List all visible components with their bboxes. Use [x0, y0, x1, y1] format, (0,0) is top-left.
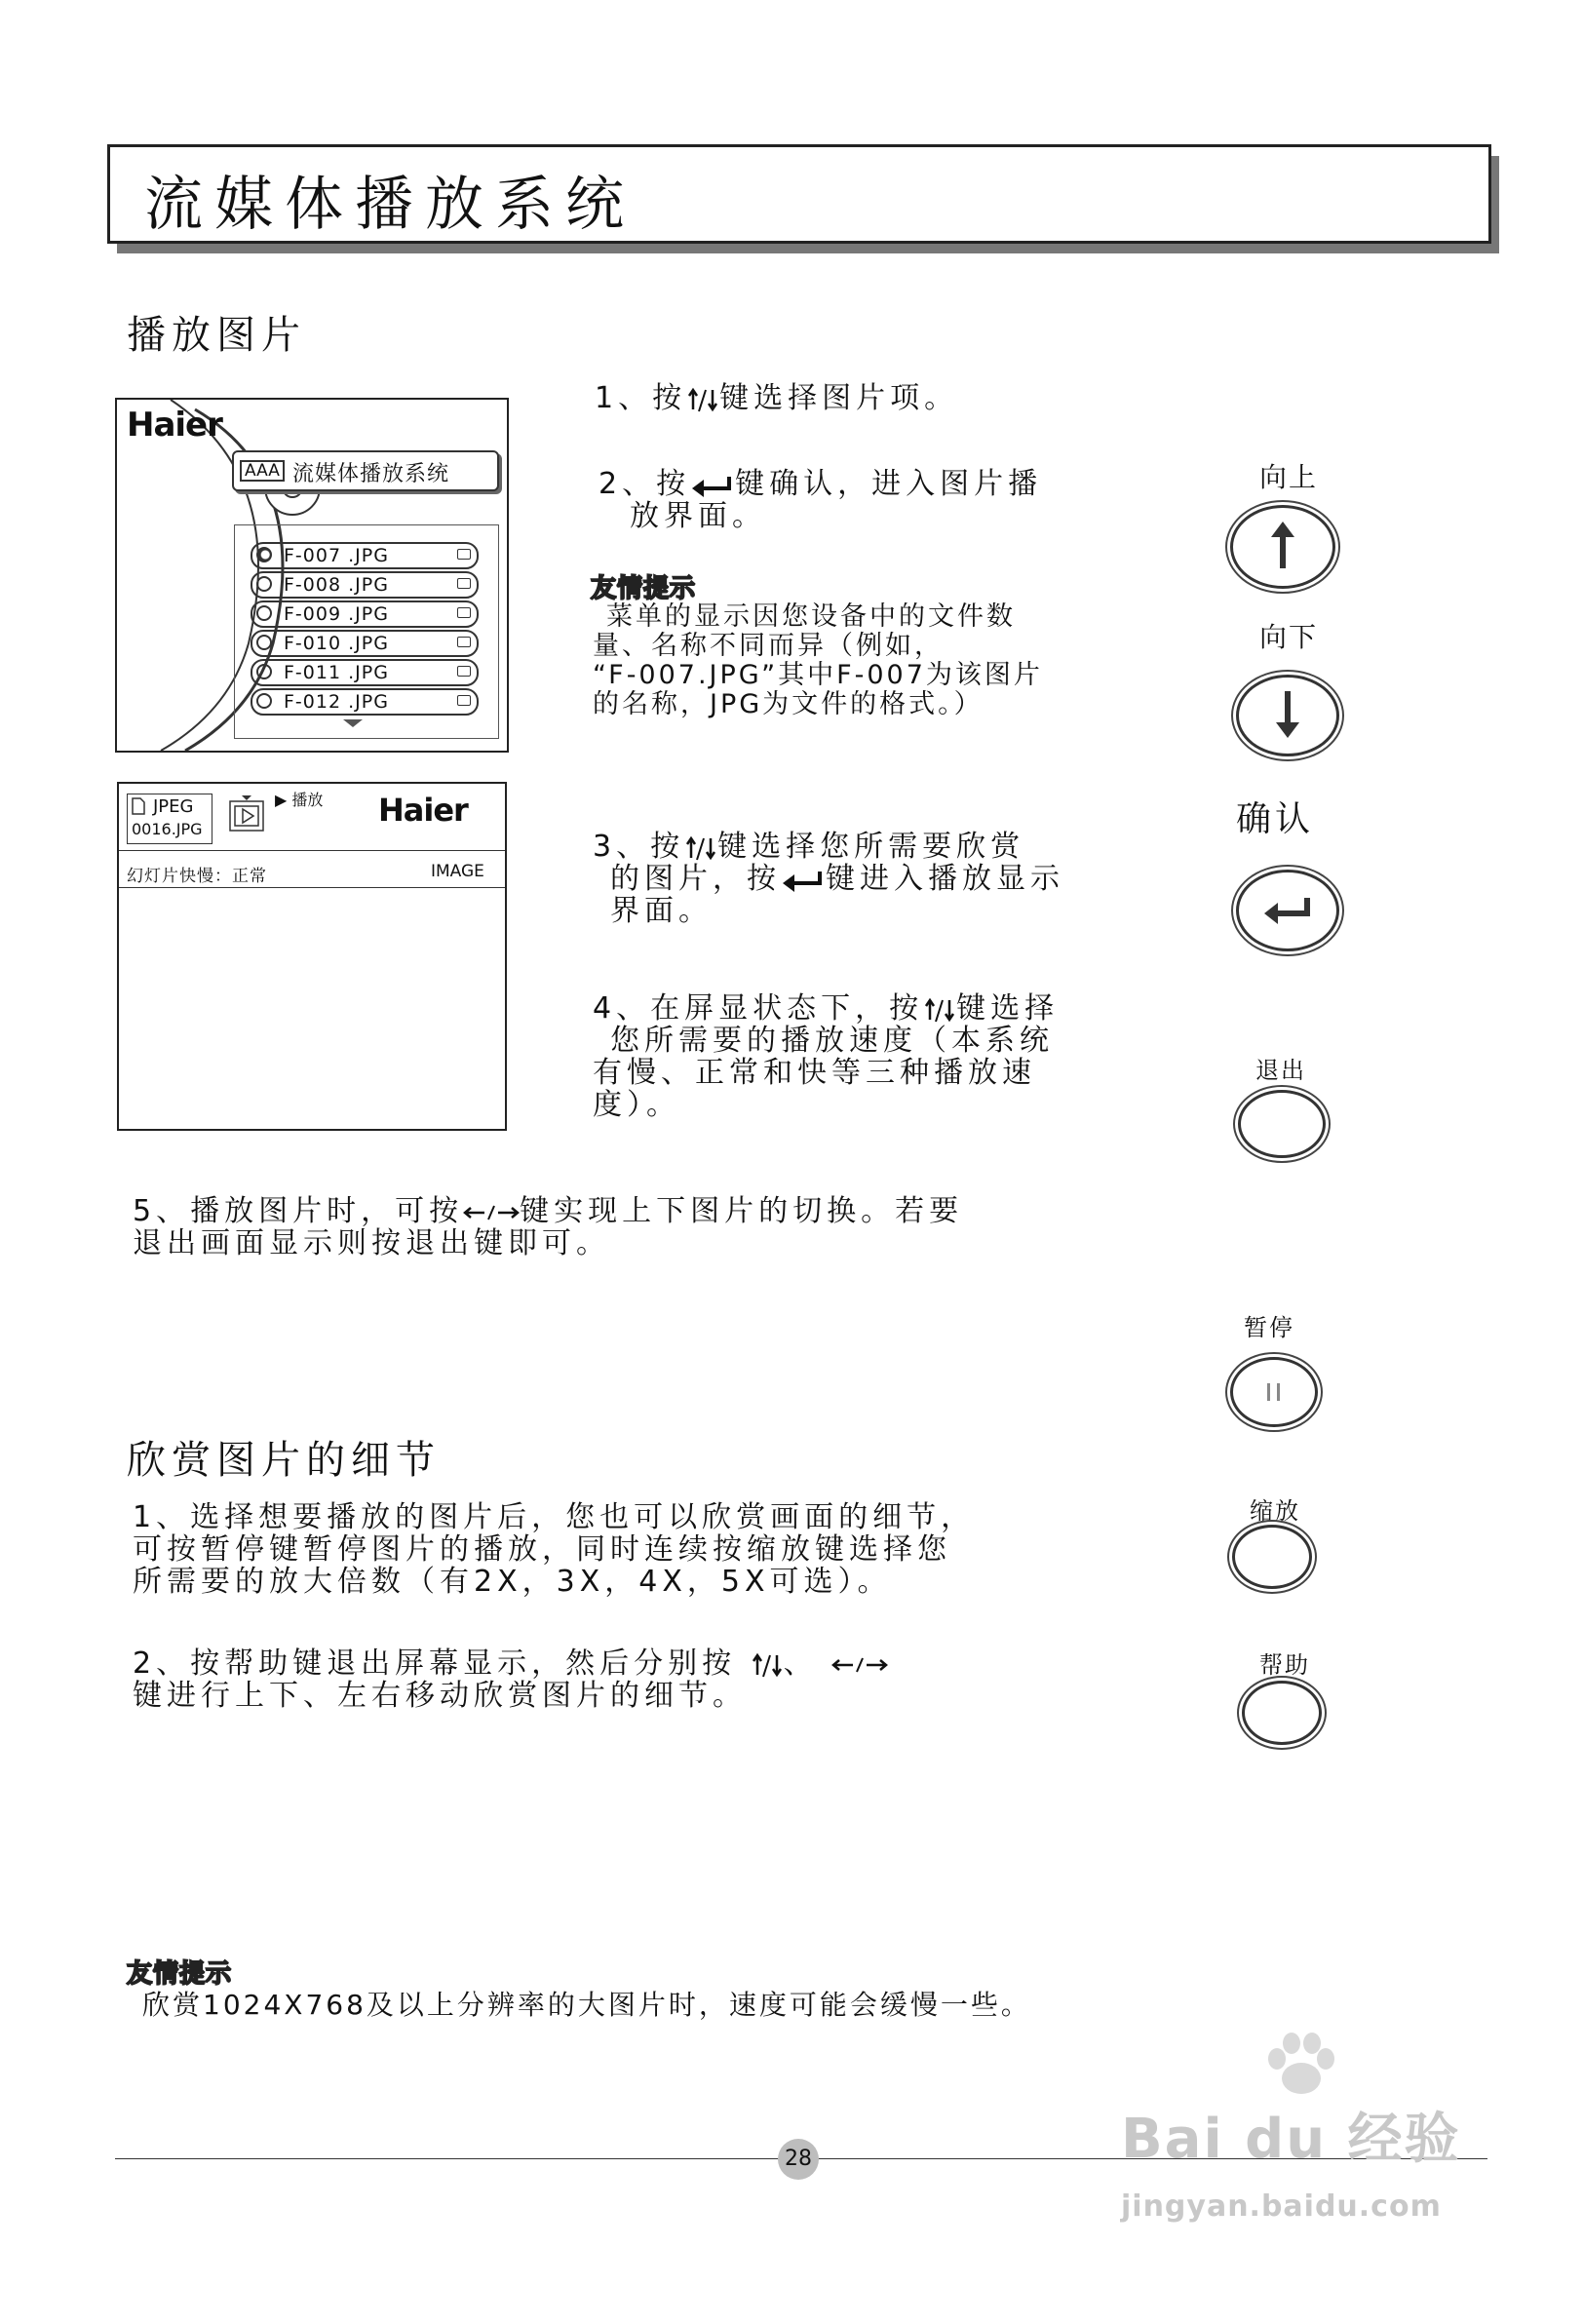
- radio-icon: [256, 693, 272, 709]
- page-number: 28: [778, 2139, 819, 2180]
- step-5: 5、播放图片时，可按 键实现上下图片的切换。若要 退出画面显示则按退出键即可。: [133, 1194, 964, 1260]
- pause-button-label: 暂停: [1244, 1314, 1294, 1341]
- file-item[interactable]: F-011 .JPG: [251, 659, 479, 686]
- left-right-arrow-icon: [831, 1654, 888, 1676]
- selected-radio-icon: [256, 547, 272, 562]
- camera-icon: [457, 666, 471, 677]
- slideshow-speed: 幻灯片快慢：正常: [127, 867, 267, 886]
- watermark-brand: Bai du 经验: [1121, 2108, 1461, 2171]
- system-header: [232, 450, 499, 491]
- down-button[interactable]: [1236, 675, 1339, 756]
- camera-icon: [457, 607, 471, 618]
- step-4: 4、在屏显状态下，按 键选择 您所需要的播放速度（本系统 有慢、正常和快等三种播放速 度）。: [593, 991, 1060, 1122]
- divider: [119, 850, 505, 851]
- zoom-button-label: 缩放: [1250, 1497, 1300, 1525]
- camera-icon: [457, 637, 471, 647]
- haier-logo: Haier: [127, 406, 222, 445]
- file-format: JPEG: [153, 796, 194, 817]
- pause-icon: [1262, 1379, 1286, 1407]
- play-label: ▶ 播放: [275, 791, 324, 809]
- file-item[interactable]: F-007 .JPG: [251, 542, 479, 569]
- radio-icon: [256, 664, 272, 679]
- left-right-arrow-icon: [463, 1202, 520, 1223]
- tip-1-text: 菜单的显示因您设备中的文件数 量、名称不同而异（例如， “F-007.JPG”其中F-007为该图片 的名称，JPG为文件的格式。）: [593, 601, 1043, 719]
- down-button-label: 向下: [1259, 621, 1319, 653]
- file-item[interactable]: F-012 .JPG: [251, 688, 479, 716]
- enter-arrow-icon: [690, 473, 735, 498]
- mode-label: IMAGE: [431, 862, 484, 881]
- tip-badge: 友情提示: [127, 1959, 233, 1989]
- radio-icon: [256, 605, 272, 621]
- playback-screen-panel: [117, 782, 507, 1131]
- detail-paragraph-1: 1、选择想要播放的图片后，您也可以欣赏画面的细节， 可按暂停键暂停图片的播放，同时连续按缩放键选择您 所需要的放大倍数（有2X，3X，4X，5X可选）。: [133, 1500, 976, 1599]
- enter-arrow-icon: [781, 868, 826, 893]
- camera-icon: [457, 549, 471, 560]
- step-1: 1、按 键选择图片项。: [595, 381, 959, 415]
- up-down-arrow-icon: [923, 996, 956, 1024]
- help-button-label: 帮助: [1259, 1651, 1310, 1679]
- file-icon: [132, 797, 145, 815]
- radio-icon: [256, 576, 272, 592]
- up-down-arrow-icon: [684, 834, 717, 862]
- up-down-arrow-icon: [751, 1651, 784, 1679]
- radio-icon: [256, 635, 272, 650]
- enter-arrow-icon: [1262, 894, 1315, 929]
- step-2: 2、按 键确认，进入图片播 放界面。: [598, 467, 1043, 533]
- paw-icon: [1257, 2028, 1345, 2106]
- file-name: 0016.JPG: [132, 820, 203, 838]
- section-heading-details: 欣赏图片的细节: [127, 1438, 441, 1483]
- down-arrow-icon: [1273, 689, 1302, 740]
- divider: [119, 887, 505, 888]
- tip-2-text: 欣赏1024X768及以上分辨率的大图片时，速度可能会缓慢一些。: [142, 1989, 1031, 2021]
- file-item[interactable]: F-010 .JPG: [251, 630, 479, 657]
- help-button[interactable]: [1242, 1681, 1322, 1745]
- up-button[interactable]: [1230, 505, 1335, 589]
- file-item[interactable]: F-008 .JPG: [251, 571, 479, 599]
- system-name: 流媒体播放系统: [292, 462, 450, 486]
- camera-icon: [457, 695, 471, 706]
- section-heading-play-pictures: 播放图片: [127, 313, 306, 358]
- pause-button[interactable]: [1230, 1357, 1318, 1427]
- tip-badge: 友情提示: [591, 574, 697, 603]
- watermark-url: jingyan.baidu.com: [1121, 2189, 1442, 2224]
- up-arrow-icon: [1268, 520, 1297, 570]
- detail-paragraph-2: 2、按帮助键退出屏幕显示，然后分别按 、 键进行上下、左右移动欣赏图片的细节。: [133, 1647, 888, 1712]
- menu-screen-panel: [115, 398, 509, 753]
- file-info-box: [127, 794, 212, 844]
- play-mode-icon: [228, 795, 267, 834]
- haier-logo: Haier: [378, 792, 468, 829]
- exit-button-label: 退出: [1255, 1057, 1306, 1084]
- confirm-button-label: 确认: [1236, 799, 1315, 839]
- aaa-tag: AAA: [240, 460, 285, 482]
- up-button-label: 向上: [1259, 461, 1319, 493]
- page-title: 流媒体播放系统: [144, 171, 636, 239]
- zoom-button[interactable]: [1232, 1525, 1312, 1589]
- step-3: 3、按 键选择您所需要欣赏 的图片，按 键进入播放显示 界面。: [593, 830, 1064, 928]
- confirm-button[interactable]: [1236, 870, 1339, 951]
- exit-button[interactable]: [1238, 1090, 1326, 1158]
- up-down-arrow-icon: [686, 386, 719, 413]
- camera-icon: [457, 578, 471, 589]
- file-item[interactable]: F-009 .JPG: [251, 600, 479, 628]
